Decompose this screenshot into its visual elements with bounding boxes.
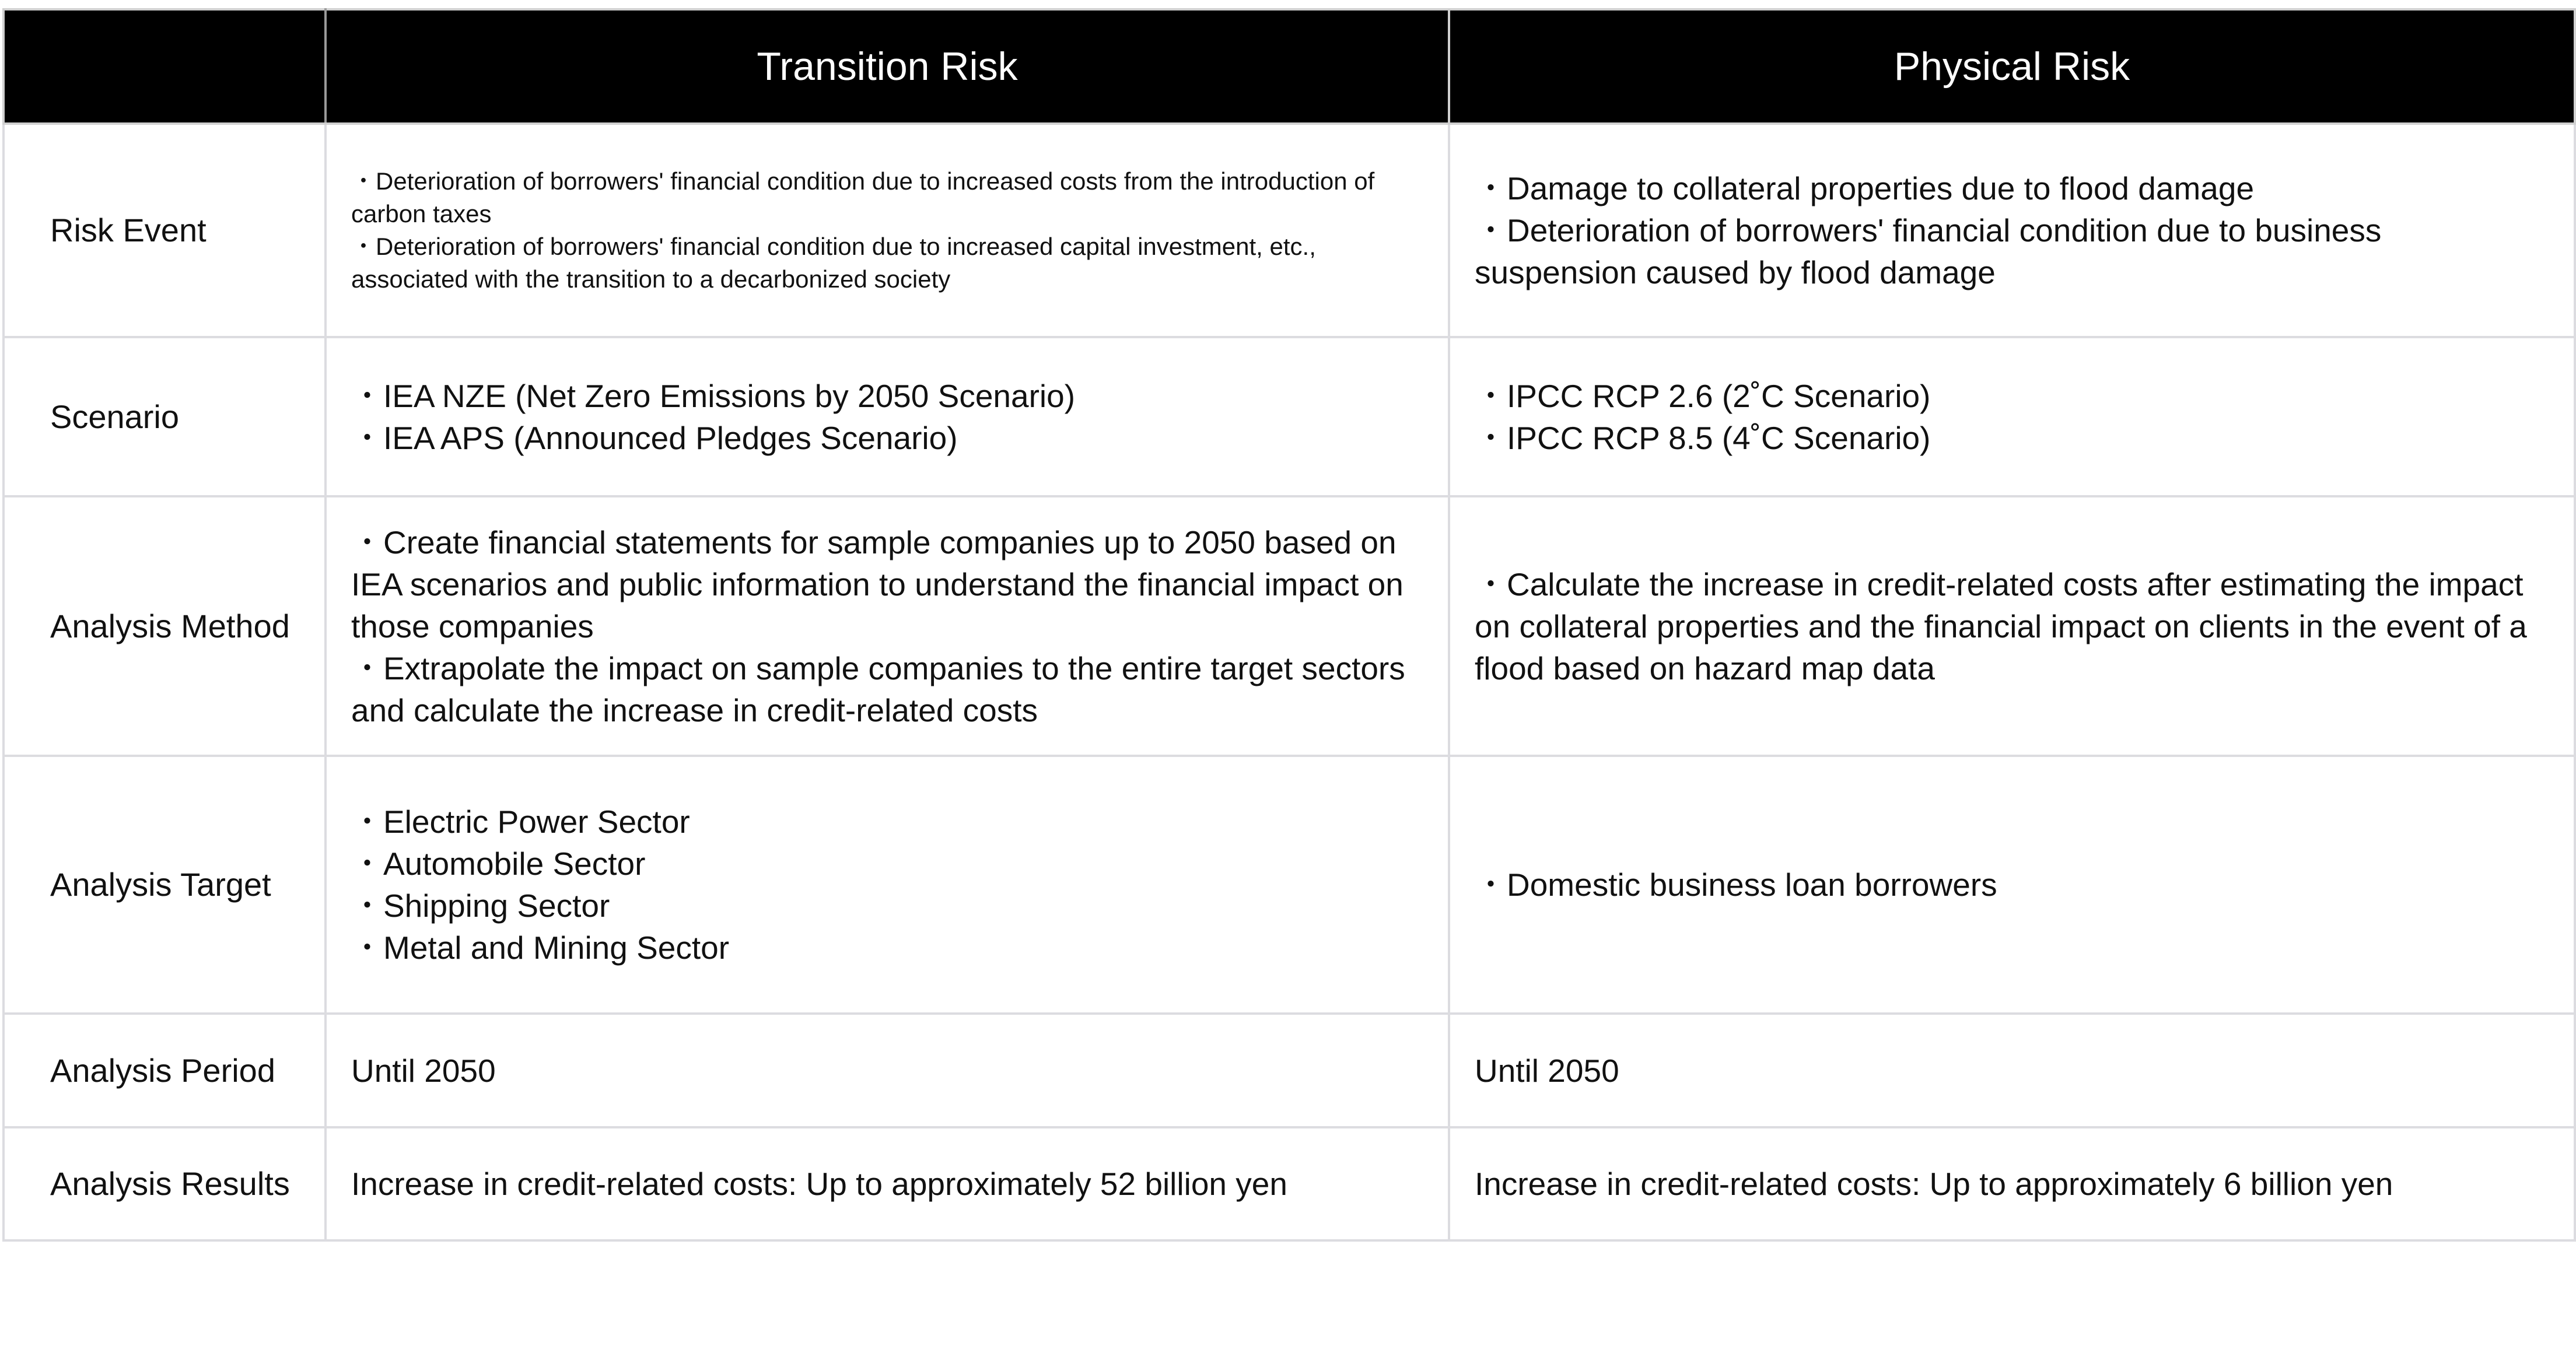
cell-text: ・Damage to collateral properties due to flood damage xyxy=(1475,170,2255,206)
transition-risk-cell xyxy=(326,496,1449,756)
physical-risk-cell xyxy=(1449,1127,2575,1240)
physical-risk-cell xyxy=(1449,337,2575,496)
transition-risk-cell xyxy=(326,1014,1449,1127)
cell-text: ・IPCC RCP 8.5 (4˚C Scenario) xyxy=(1475,419,1931,456)
cell-text: ・Deterioration of borrowers' financial condition due to increased costs from the introduction of carbon taxes xyxy=(351,167,1375,227)
physical-risk-cell xyxy=(1449,124,2575,337)
header-transition-risk: Transition Risk xyxy=(326,9,1449,124)
transition-risk-cell xyxy=(326,756,1449,1014)
header-physical-risk: Physical Risk xyxy=(1449,9,2575,124)
transition-risk-cell xyxy=(326,124,1449,337)
cell-text: ・IPCC RCP 2.6 (2˚C Scenario) xyxy=(1475,377,1931,414)
physical-risk-cell xyxy=(1449,496,2575,756)
row-label: Risk Event xyxy=(4,124,326,337)
cell-text: Increase in credit-related costs: Up to approximately 6 billion yen xyxy=(1475,1166,2393,1202)
row-label: Scenario xyxy=(4,337,326,496)
cell-text: ・Shipping Sector xyxy=(351,888,610,924)
table-row xyxy=(4,756,2575,1014)
table-row xyxy=(4,1014,2575,1127)
cell-text: ・Metal and Mining Sector xyxy=(351,930,730,966)
table-row xyxy=(4,496,2575,756)
row-label: Analysis Period xyxy=(4,1014,326,1127)
row-label: Analysis Results xyxy=(4,1127,326,1240)
table-row xyxy=(4,1127,2575,1240)
header-corner xyxy=(4,9,326,124)
cell-text: Until 2050 xyxy=(351,1052,496,1089)
row-label: Analysis Target xyxy=(4,756,326,1014)
cell-text: ・Create financial statements for sample companies up to 2050 based on IEA scenarios and public information to understand the financial impact on those companies xyxy=(351,524,1404,644)
climate-risk-analysis-table xyxy=(2,8,2576,1242)
cell-text: ・IEA NZE (Net Zero Emissions by 2050 Scenario) xyxy=(351,377,1076,414)
table-row xyxy=(4,124,2575,337)
cell-text: ・Deterioration of borrowers' financial condition due to business suspension caused by flood damage xyxy=(1475,212,2382,290)
row-label: Analysis Method xyxy=(4,496,326,756)
cell-text: ・IEA APS (Announced Pledges Scenario) xyxy=(351,419,958,456)
cell-text: ・Automobile Sector xyxy=(351,846,646,882)
cell-text: ・Domestic business loan borrowers xyxy=(1475,867,1997,903)
header-row xyxy=(4,9,2575,124)
transition-risk-cell xyxy=(326,1127,1449,1240)
table-row xyxy=(4,337,2575,496)
cell-text: ・Electric Power Sector xyxy=(351,804,690,840)
cell-text: ・Calculate the increase in credit-related costs after estimating the impact on collateral properties and the financial impact on clients in the event of a flood based on hazard map data xyxy=(1475,566,2527,686)
cell-text: Increase in credit-related costs: Up to approximately 52 billion yen xyxy=(351,1166,1287,1202)
transition-risk-cell xyxy=(326,337,1449,496)
cell-text: Until 2050 xyxy=(1475,1052,1619,1089)
cell-text: ・Extrapolate the impact on sample companies to the entire target sectors and calculate the increase in credit-related costs xyxy=(351,650,1405,728)
physical-risk-cell xyxy=(1449,1014,2575,1127)
physical-risk-cell xyxy=(1449,756,2575,1014)
cell-text: ・Deterioration of borrowers' financial condition due to increased capital investment, etc., associated with the transition to a decarbonized society xyxy=(351,233,1316,293)
